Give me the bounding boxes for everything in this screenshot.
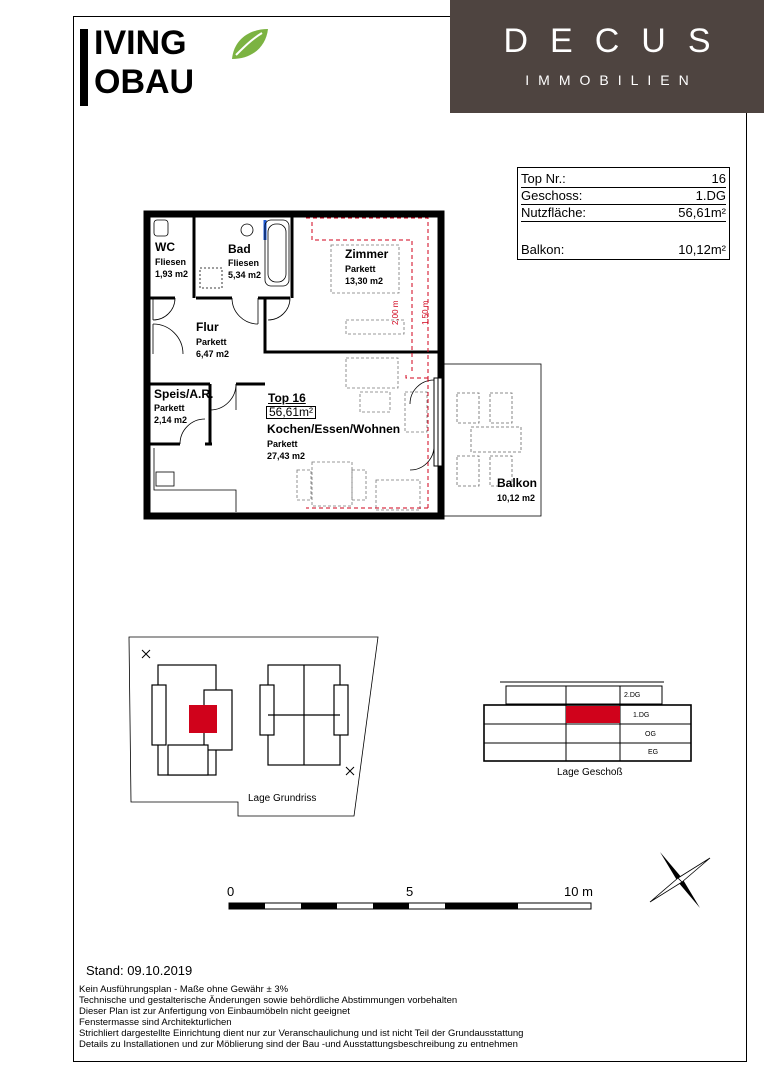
info-label: Balkon: [521, 242, 565, 257]
room-balkon-area: 10,12 m2 [497, 493, 536, 503]
decus-name: DECUS [503, 22, 733, 60]
footer-note: Dieser Plan ist zur Anfertigung von Einbaumöbeln nicht geeignet [79, 1006, 350, 1017]
footer-note: Fenstermasse sind Architekturlichen [79, 1017, 232, 1028]
info-label: Nutzfläche: [521, 205, 587, 220]
logo-line2: OBAU [94, 63, 195, 101]
footer-note: Details zu Installationen und zur Möblierung sind der Bau -und Ausstattungsbeschreibung zu entnehmen [79, 1039, 518, 1050]
room-speis-floor: Parkett [154, 403, 185, 413]
logo-line1: IVING [94, 24, 187, 62]
unit-highlight-plan [189, 705, 217, 733]
floor-og: OG [645, 731, 656, 738]
room-kochen-floor: Parkett [267, 439, 298, 449]
floor-2dg: 2.DG [624, 692, 641, 699]
building-right [260, 665, 348, 765]
dimension-2m: 2,00 m [391, 300, 400, 325]
room-wc-floor: Fliesen [155, 257, 187, 267]
footer-note: Strichliert dargestellte Einrichtung dient nur zur Veranschaulichung und ist nicht Teil der Grundausstattung [79, 1028, 524, 1039]
room-speis-area: 2,14 m2 [154, 415, 188, 425]
room-bad-area: 5,34 m2 [228, 270, 262, 280]
footer-note: Technische und gestalterische Änderungen sowie behördliche Abstimmungen vorbehalten [79, 995, 458, 1006]
room-flur-area: 6,47 m2 [196, 349, 230, 359]
floor-eg: EG [648, 749, 659, 756]
date-stand: Stand: 09.10.2019 [86, 963, 193, 978]
info-label: Geschoss: [521, 188, 583, 203]
room-kochen-name: Kochen/Essen/Wohnen [267, 422, 401, 436]
info-value: 56,61m² [678, 205, 726, 220]
scale-bar [229, 903, 591, 909]
site-plan-caption: Lage Grundriss [248, 793, 317, 804]
footer-note: Kein Ausführungsplan - Maße ohne Gewähr ± 3% [79, 984, 289, 995]
scale-label-10: 10 m [564, 884, 593, 899]
top-number: Top 16 [268, 391, 306, 405]
dimension-1-5m: 1,50 m [421, 300, 430, 325]
floor-1dg: 1.DG [633, 712, 650, 719]
info-value: 16 [711, 171, 726, 186]
room-zimmer-name: Zimmer [345, 247, 389, 261]
info-value: 10,12m² [678, 242, 726, 257]
scale-label-5: 5 [406, 884, 414, 899]
room-flur-name: Flur [196, 320, 219, 334]
room-zimmer-area: 13,30 m2 [345, 276, 384, 286]
room-bad-name: Bad [228, 242, 251, 256]
info-value: 1.DG [695, 188, 726, 203]
top-area: 56,61m² [266, 406, 316, 419]
room-wc-name: WC [155, 240, 175, 254]
room-kochen-area: 27,43 m2 [267, 451, 306, 461]
room-wc-area: 1,93 m2 [155, 269, 189, 279]
room-zimmer-floor: Parkett [345, 264, 376, 274]
room-bad-floor: Fliesen [228, 258, 260, 268]
section-caption: Lage Geschoß [557, 767, 623, 778]
info-label: Top Nr.: [521, 171, 566, 186]
compass-icon [650, 852, 710, 908]
scale-label-0: 0 [227, 884, 235, 899]
unit-highlight-section [566, 706, 620, 723]
room-balkon-name: Balkon [497, 476, 538, 490]
room-speis-name: Speis/A.R. [154, 387, 214, 401]
decus-subtitle: IMMOBILIEN [525, 72, 698, 88]
room-flur-floor: Parkett [196, 337, 227, 347]
